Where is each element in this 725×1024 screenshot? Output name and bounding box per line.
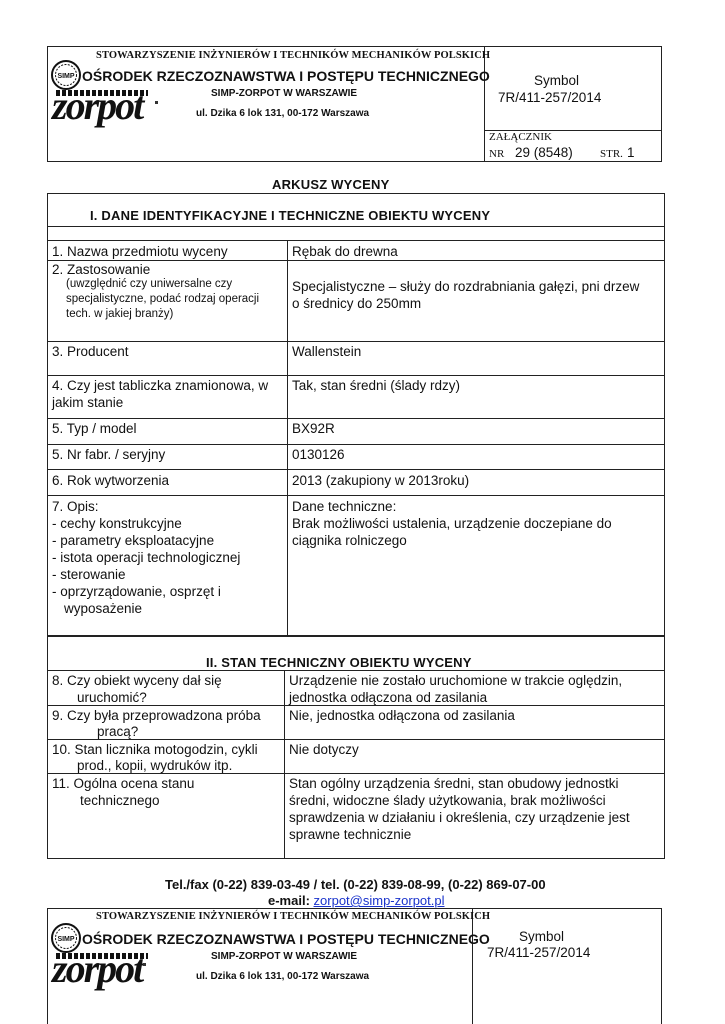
row7-line: - cechy konstrukcyjne (52, 516, 182, 531)
row3-value: Wallenstein (292, 344, 362, 359)
row9-value: Nie, jednostka odłączona od zasilania (289, 708, 515, 723)
section1-title: I. DANE IDENTYFIKACYJNE I TECHNICZNE OBIEKTU WYCENY (90, 208, 491, 223)
column-divider (287, 240, 288, 636)
symbol-value: 7R/411-257/2014 (498, 90, 602, 105)
section2-title: II. STAN TECHNICZNY OBIEKTU WYCENY (206, 655, 472, 670)
row11-value: Stan ogólny urządzenia średni, stan obudowy jednostki średni, widoczne ślady użytkowania, brak możliwości sprawdzenia w działaniu i określenia, czy urządzenie jest sprawne technicznie (289, 776, 630, 842)
nr-value: 29 (8548) (515, 145, 573, 160)
footer-email-line (268, 893, 445, 908)
seal-text: SIMP (57, 936, 75, 943)
address: ul. Dzika 6 lok 131, 00-172 Warszawa (196, 108, 370, 119)
row4-value: Tak, stan średni (ślady rdzy) (292, 378, 461, 393)
row-divider (47, 240, 665, 241)
row11-label-cont: technicznego (80, 793, 160, 808)
symbol-label-2: Symbol (519, 929, 565, 944)
symbol-value-2: 7R/411-257/2014 (487, 945, 591, 960)
row1-value: Rębak do drewna (292, 244, 398, 259)
center-name: OŚRODEK RZECZOZNAWSTWA I POSTĘPU TECHNICZNEGO (82, 68, 490, 84)
row-divider (47, 739, 665, 740)
row10-label: 10. Stan licznika motogodzin, cykli (52, 742, 258, 757)
row-divider (47, 444, 665, 445)
row-divider (47, 418, 665, 419)
center-name-2: OŚRODEK RZECZOZNAWSTWA I POSTĘPU TECHNICZNEGO (82, 931, 490, 947)
row10-value: Nie dotyczy (289, 742, 359, 757)
row5-value: BX92R (292, 421, 335, 436)
row6-value: 2013 (zakupiony w 2013roku) (292, 473, 470, 488)
row-divider (47, 375, 665, 376)
row-divider (47, 341, 665, 342)
row-divider (47, 670, 665, 671)
row1-label: 1. Nazwa przedmiotu wyceny (52, 244, 228, 259)
row9-label: 9. Czy była przeprowadzona próba (52, 708, 261, 723)
row2-value: Specjalistyczne – służy do rozdrabniania gałęzi, pni drzew o średnicy do 250mm (292, 279, 640, 311)
row8-label: 8. Czy obiekt wyceny dał się (52, 673, 222, 688)
nr-label: NR (489, 148, 505, 160)
row-divider (47, 226, 665, 227)
page-value: 1 (627, 145, 635, 160)
row7-line: - istota operacji technologicznej (52, 550, 241, 565)
row7-value: Brak możliwości ustalenia, urządzenie doczepiane do ciągnika rolniczego (292, 516, 612, 548)
logo-dot (143, 963, 146, 966)
address-2: ul. Dzika 6 lok 131, 00-172 Warszawa (196, 971, 370, 982)
email-label: e-mail: (268, 893, 310, 908)
symbol-label: Symbol (534, 73, 580, 88)
row7-line: - sterowanie (52, 567, 126, 582)
row5b-value: 0130126 (292, 447, 345, 462)
document-title: ARKUSZ WYCENY (272, 177, 390, 192)
row7-line: - oprzyrządowanie, osprzęt i (52, 584, 221, 599)
column-divider (284, 670, 285, 859)
header-divider (484, 46, 485, 162)
footer-phones: Tel./fax (0-22) 839-03-49 / tel. (0-22) 839-08-99, (0-22) 869-07-00 (165, 877, 546, 892)
row3-label: 3. Producent (52, 344, 129, 359)
zorpot-logo: zorpot (52, 83, 143, 128)
row6-label: 6. Rok wytworzenia (52, 473, 170, 488)
row7-value-heading: Dane techniczne: (292, 499, 397, 514)
row2-sub: (uwzględnić czy uniwersalne czy specjalistyczne, podać rodzaj operacji tech. w jakiej branży) (66, 278, 260, 320)
seal-text: SIMP (57, 73, 75, 80)
branch-name-2: SIMP-ZORPOT W WARSZAWIE (211, 951, 358, 962)
row8-value: Urządzenie nie zostało uruchomione w trakcie oględzin, jednostka odłączona od zasilania (289, 673, 623, 705)
row7-line: wyposażenie (64, 601, 143, 616)
row2-label: 2. Zastosowanie (52, 262, 151, 277)
branch-name: SIMP-ZORPOT W WARSZAWIE (211, 88, 358, 99)
row8-label-cont: uruchomić? (77, 690, 147, 705)
row7-line: - parametry eksploatacyjne (52, 533, 215, 548)
row7-label: 7. Opis: (52, 499, 99, 514)
association-name: STOWARZYSZENIE INŻYNIERÓW I TECHNIKÓW MECHANIKÓW POLSKICH (96, 50, 491, 61)
association-name-2: STOWARZYSZENIE INŻYNIERÓW I TECHNIKÓW MECHANIKÓW POLSKICH (96, 911, 491, 922)
row-divider (47, 469, 665, 470)
row-divider (47, 495, 665, 496)
row11-label: 11. Ogólna ocena stanu (52, 776, 195, 791)
row5b-label: 5. Nr fabr. / seryjny (52, 447, 166, 462)
page-label: STR. (600, 148, 623, 160)
row9-label-cont: pracą? (97, 724, 139, 739)
header2-divider (472, 908, 473, 1024)
attachment-label: ZAŁĄCZNIK (489, 131, 552, 143)
zorpot-logo-2: zorpot (52, 946, 143, 991)
email-link[interactable]: zorpot@simp-zorpot.pl (313, 893, 445, 908)
logo-dot (155, 101, 158, 104)
row5-label: 5. Typ / model (52, 421, 137, 436)
row10-label-cont: prod., kopii, wydruków itp. (77, 758, 233, 773)
row4-label: 4. Czy jest tabliczka znamionowa, w jakim stanie (52, 378, 269, 410)
